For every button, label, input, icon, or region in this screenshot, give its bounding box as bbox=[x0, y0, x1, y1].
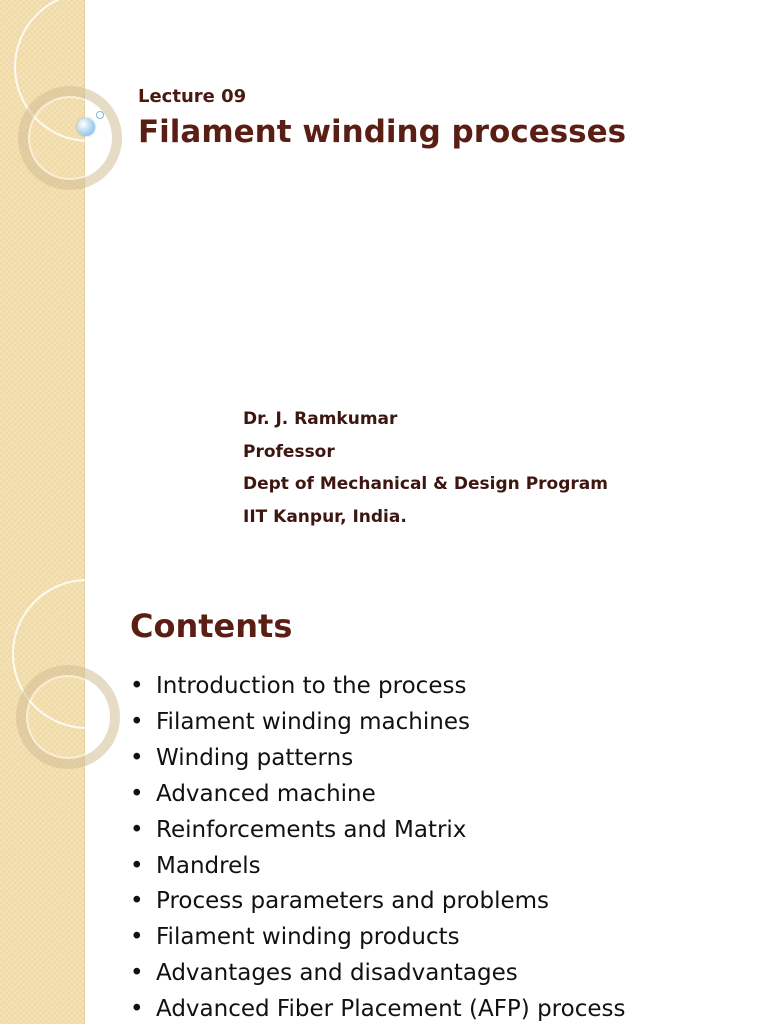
list-item: • Filament winding products bbox=[130, 920, 625, 956]
author-info bbox=[243, 403, 608, 533]
bullet-icon: • bbox=[130, 924, 144, 951]
slide-title: Filament winding processes bbox=[138, 114, 627, 150]
list-item: • Reinforcements and Matrix bbox=[130, 813, 625, 849]
author-institution: IIT Kanpur, India. bbox=[243, 506, 407, 527]
contents-list bbox=[130, 669, 625, 1024]
list-item: • Introduction to the process bbox=[130, 669, 625, 705]
list-item: • Winding patterns bbox=[130, 741, 625, 777]
decorative-side-band bbox=[0, 0, 85, 577]
bullet-icon: • bbox=[130, 673, 144, 699]
lecture-number: Lecture 09 bbox=[138, 86, 247, 107]
bullet-icon: • bbox=[130, 996, 144, 1023]
bullet-icon: • bbox=[130, 780, 144, 807]
ring-decoration-icon bbox=[16, 665, 120, 769]
bullet-icon: • bbox=[130, 744, 144, 771]
bullet-icon: • bbox=[130, 960, 144, 987]
author-department: Dept of Mechanical & Design Program bbox=[243, 474, 608, 494]
list-item: • Process parameters and problems bbox=[130, 884, 625, 920]
list-item: • Advantages and disadvantages bbox=[130, 956, 625, 992]
contents-heading: Contents bbox=[130, 607, 293, 645]
ring-decoration-icon bbox=[18, 86, 122, 190]
list-item: • Advanced Fiber Placement (AFP) process bbox=[130, 992, 625, 1024]
list-item: • Mandrels bbox=[130, 849, 625, 885]
author-name: Dr. J. Ramkumar bbox=[243, 409, 398, 429]
decorative-side-band bbox=[0, 577, 85, 1024]
bubble-icon bbox=[77, 118, 95, 136]
bullet-icon: • bbox=[130, 708, 144, 735]
list-item: • Filament winding machines bbox=[130, 705, 625, 741]
contents-slide bbox=[0, 577, 768, 1024]
bullet-icon: • bbox=[130, 888, 144, 915]
bullet-icon: • bbox=[130, 816, 144, 843]
list-item: • Advanced machine bbox=[130, 777, 625, 813]
bubble-icon bbox=[96, 111, 104, 119]
bullet-icon: • bbox=[130, 852, 144, 879]
author-position: Professor bbox=[243, 441, 335, 462]
